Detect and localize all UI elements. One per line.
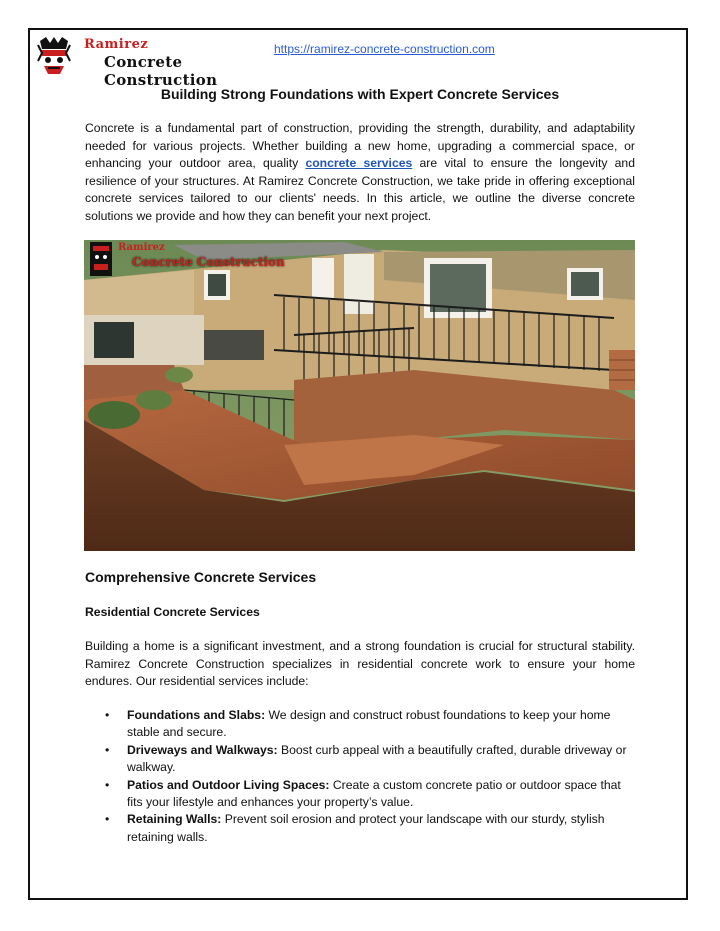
logo-wordmark-top: Ramirez bbox=[84, 37, 149, 52]
bullet-label: Foundations and Slabs: bbox=[127, 708, 266, 722]
logo-wordmark-bottom: Concrete Construction bbox=[104, 53, 218, 89]
bullet-label: Driveways and Walkways: bbox=[127, 742, 278, 757]
section-heading: Comprehensive Concrete Services bbox=[85, 569, 317, 585]
bullet-icon: • bbox=[105, 708, 110, 722]
project-photo bbox=[84, 240, 635, 551]
bullet-text: We design and construct robust foundations to keep your home stable and secure. bbox=[127, 708, 611, 740]
residential-services-list bbox=[105, 707, 635, 846]
list-item bbox=[105, 742, 635, 777]
photo-watermark-logo-icon bbox=[90, 242, 112, 276]
list-item bbox=[105, 777, 635, 812]
bullet-label: Patios and Outdoor Living Spaces: bbox=[127, 777, 330, 792]
stamped-concrete-patio-photo bbox=[84, 240, 635, 551]
bullet-text: Prevent soil erosion and protect your landscape with our sturdy, stylish retaining walls. bbox=[127, 812, 605, 844]
photo-watermark-line2: Concrete Construction bbox=[132, 255, 285, 269]
bullet-icon: • bbox=[105, 812, 110, 827]
website-link[interactable]: https://ramirez-concrete-construction.com bbox=[274, 42, 495, 56]
company-logo[interactable] bbox=[36, 35, 268, 89]
list-item bbox=[105, 707, 635, 742]
bullet-text: Create a custom concrete patio or outdoor space that fits your lifestyle and enhances your property’s value. bbox=[127, 777, 621, 810]
intro-paragraph bbox=[85, 120, 635, 225]
bullet-icon: • bbox=[105, 777, 110, 792]
residential-paragraph: Building a home is a significant investment, and a strong foundation is crucial for structural stability. Ramirez Concrete Construction specializes in residential concrete work to ensure your home endures. Our residential services include: bbox=[85, 639, 635, 688]
photo-watermark-line1: Ramirez bbox=[118, 242, 165, 253]
list-item bbox=[105, 811, 635, 846]
page-title: Building Strong Foundations with Expert Concrete Services bbox=[160, 86, 560, 102]
bullet-text: Boost curb appeal with a beautifully crafted, durable driveway or walkway. bbox=[127, 742, 627, 775]
bullet-label: Retaining Walls: bbox=[127, 812, 222, 827]
bullet-icon: • bbox=[105, 742, 110, 757]
concrete-services-link[interactable]: concrete services bbox=[305, 156, 413, 170]
subsection-heading: Residential Concrete Services bbox=[85, 605, 260, 619]
intro-text-end: are vital to ensure the longevity and resilience of your structures. At Ramirez Concrete Construction, we take pride in offering exceptional concrete services tailored to our clients' needs. In this article, we outline the diverse concrete solutions we provide and how they can benefit your next project. bbox=[85, 156, 635, 223]
intro-text-start: Concrete is a fundamental part of construction, providing the strength, durability, and adaptability needed for various projects. Whether building a new home, upgrading a commercial space, or enhancing your outdoor area, quality bbox=[85, 121, 635, 170]
tribal-mask-logo-icon bbox=[36, 35, 72, 77]
